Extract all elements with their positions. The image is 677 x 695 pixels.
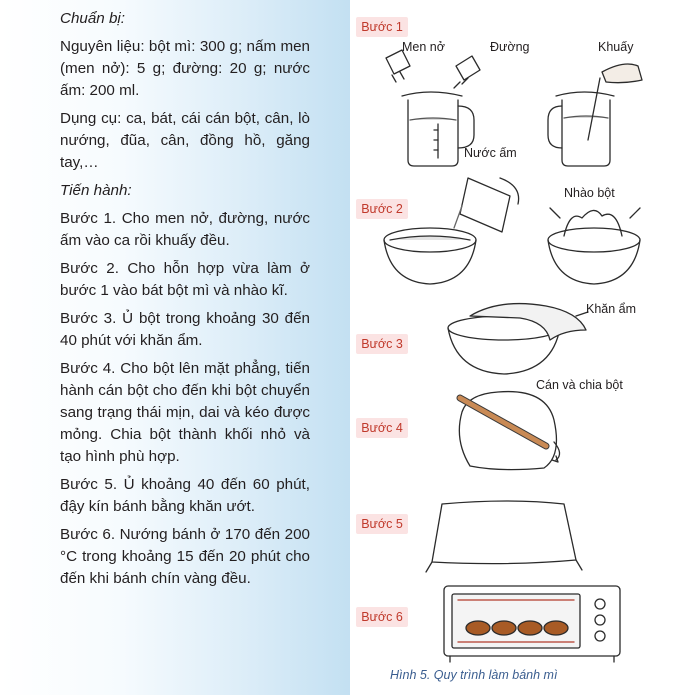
step4-dough-and-pin — [459, 392, 559, 470]
step2-pour-jar — [454, 178, 519, 232]
label-knead: Nhào bột — [564, 186, 615, 200]
label-sugar: Đường — [490, 40, 530, 54]
figure-panel — [350, 0, 677, 695]
label-yeast: Men nở — [402, 40, 445, 54]
label-roll-divide: Cán và chia bột — [536, 378, 623, 392]
prep-heading: Chuẩn bị: — [60, 10, 126, 27]
step-3-text: Bước 3. Ủ bột trong khoảng 30 đến 40 phút với khăn ẩm. — [60, 310, 310, 349]
step-label-3: Bước 3 — [356, 334, 408, 354]
step-6-text: Bước 6. Nướng bánh ở 170 đến 200 °C trong khoảng 15 đến 20 phút cho đến khi bánh chín vàng đều. — [60, 526, 310, 587]
step-label-2: Bước 2 — [356, 199, 408, 219]
step2-bowl-left — [384, 228, 476, 284]
tools-text: Dụng cụ: ca, bát, cái cán bột, cân, lò nướng, đũa, cân, đồng hồ, găng tay,… — [60, 110, 310, 171]
step-5-text: Bước 5. Ủ khoảng 40 đến 60 phút, đậy kín bánh bằng khăn ướt. — [60, 476, 310, 515]
instructions-text — [60, 8, 310, 596]
step-label-6: Bước 6 — [356, 607, 408, 627]
procedure-heading: Tiến hành: — [60, 182, 132, 199]
step-1-text: Bước 1. Cho men nở, đường, nước ấm vào ca rồi khuấy đều. — [60, 210, 310, 249]
step-label-1: Bước 1 — [356, 17, 408, 37]
ingredients-text: Nguyên liệu: bột mì: 300 g; nấm men (men nở): 5 g; đường: 20 g; nước ấm: 200 ml. — [60, 38, 310, 99]
sugar-bottle — [454, 56, 480, 88]
step-4-text: Bước 4. Cho bột lên mặt phẳng, tiến hành cán bột cho đến khi bột chuyển sang trạng thái mịn, dai và kéo được mỏng. Chia bột thành khối nhỏ và tạo hình phù hợp. — [60, 360, 310, 465]
step5-covered-tray — [426, 501, 582, 572]
step-2-text: Bước 2. Cho hỗn hợp vừa làm ở bước 1 vào bát bột mì và nhào kĩ. — [60, 260, 310, 299]
step-label-4: Bước 4 — [356, 418, 408, 438]
step-label-5: Bước 5 — [356, 514, 408, 534]
label-warm-water: Nước ấm — [464, 146, 517, 160]
label-stir: Khuấy — [598, 40, 634, 54]
step2-bowl-right — [548, 208, 640, 284]
step3-covered-bowl — [448, 304, 588, 374]
step6-oven — [444, 586, 620, 662]
figure-caption: Hình 5. Quy trình làm bánh mì — [390, 668, 558, 682]
step1-right-jar — [548, 64, 642, 166]
yeast-bottle — [386, 50, 410, 82]
label-damp-towel: Khăn ẩm — [586, 302, 637, 316]
